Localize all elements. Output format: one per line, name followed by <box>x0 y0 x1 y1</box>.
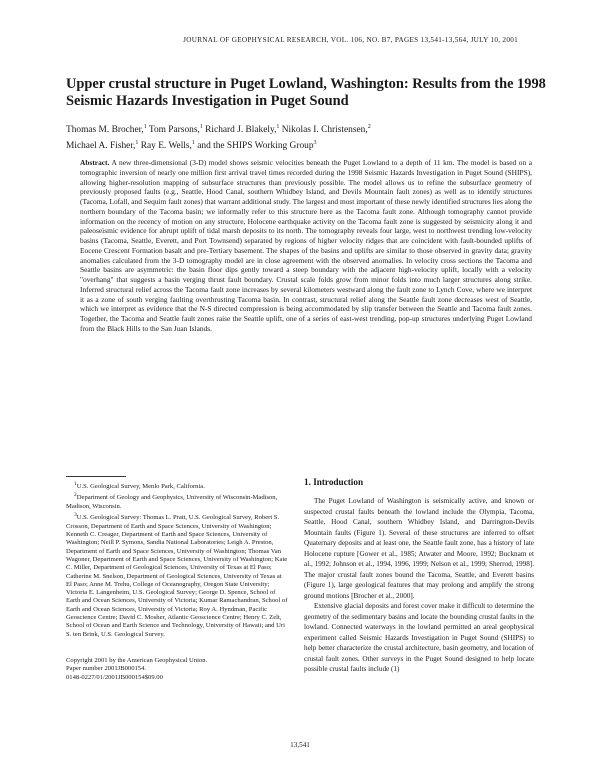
abstract <box>80 158 532 334</box>
introduction-column <box>304 476 534 675</box>
journal-header: JOURNAL OF GEOPHYSICAL RESEARCH, VOL. 106, NO. B7, PAGES 13,541-13,564, JULY 10, 2001 <box>183 36 518 44</box>
page-number: 13,541 <box>290 741 310 749</box>
author-list <box>66 121 546 153</box>
author: Thomas M. Brocher,$^1$ <box>66 124 147 136</box>
footnote-rule <box>66 476 126 477</box>
issn: 0148-0227/01/2001JB000154$09.00 <box>66 673 163 681</box>
affiliations <box>66 480 288 639</box>
affiliation: $^2$Department of Geology and Geophysics, University of Wisconsin-Madison, Madison, Wisconsin. <box>66 492 278 510</box>
copyright-block <box>66 657 288 682</box>
paragraph: Extensive glacial deposits and forest cover make it difficult to determine the geometry of the sedimentary basins and locate the bounding crustal faults in the lowland. Connected waterways in the lowland permitted an areal geophysical experiment called Seismic Hazards Investigation in Puget Sound (SHIPS) to help better characterize the crustal architecture, basin geometry, and location of crustal fault zones. Other surveys in the Puget Sound designed to help locate possible crustal faults include (1) <box>304 602 534 673</box>
affiliation: $^1$U.S. Geological Survey, Menlo Park, California. <box>74 481 205 491</box>
author: Michael A. Fisher,$^1$ <box>66 140 139 152</box>
paragraph: The Puget Lowland of Washington is seismically active, and known or suspected crustal faults beneath the lowland include the Olympia, Tacoma, Seattle, Hood Canal, southern Whidbey Island, and Darrington-Devils Mountain faults (Figure 1). Several of these structures are inferred to offset Quaternary deposits and at least one, the Seattle fault zone, has a history of late Holocene rupture [Gower et al., 1985; Atwater and Moore, 1992; Bucknam et al., 1992; Johnson et al., 1994, 1996, 1999; Nelson et al., 1999; Sherrod, 1998]. The major crustal fault zones bound the Tacoma, Seattle, and Everett basins (Figure 1), large geological features that may prolong and amplify the strong ground motions [Brocher et al., 2000]. <box>304 497 534 600</box>
abstract-text: A new three-dimensional (3-D) model shows seismic velocities beneath the Puget Lowland to a depth of 11 km. The model is based on a tomographic inversion of nearly one million first arrival travel times recorded during the 1998 Seismic Hazards Investigation in Puget Sound (SHIPS), allowing higher-resolution mapping of subsurface structures than previously possible. The model allows us to refine the subsurface geometry of previously proposed faults (e.g., Seattle, Hood Canal, southern Whidbey Island, and Devils Mountain fault zones) as well as to identify structures (Tacoma, Lofall, and Sequim fault zones) that warrant additional study. The largest and most important of these newly identified structures lies along the northern boundary of the Tacoma basin; we informally refer to this structure here as the Tacoma fault zone. Although tomography cannot provide information on the recency of motion on any structure, Holocene earthquake activity on the Tacoma fault zone is suggested by seismicity along it and paleoseismic evidence for abrupt uplift of tidal marsh deposits to its north. The tomography reveals four large, west to northwest trending low-velocity basins (Tacoma, Seattle, Everett, and Port Townsend) separated by regions of higher velocity ridges that are coincident with fault-bounded uplifts of Eocene Crescent Formation basalt and pre-Tertiary basement. The shapes of the basins and uplifts are similar to those observed in gravity data; gravity anomalies calculated from the 3-D tomography model are in close agreement with the observed anomalies. In velocity cross sections the Tacoma and Seattle basins are asymmetric: the basin floor dips gently toward a steep boundary with the adjacent high-velocity uplift, locally with a velocity "overhang" that suggests a basin verging thrust fault boundary. Crustal scale folds grow from minor folds into much larger structures along strike. Inferred structural relief across the Tacoma fault zone increases by several kilometers westward along the fault zone to Lynch Cove, where we interpret it as a zone of south verging faulting overthrusting Tacoma basin. In contrast, structural relief along the Seattle fault zone decreases west of Seattle, which we interpret as evidence that the N-S directed compression is being accommodated by slip transfer between the Seattle and Tacoma fault zones. Together, the Tacoma and Seattle fault zones raise the Seattle uplift, one of a series of east-west trending, pop-up structures underlying Puget Lowland from the Black Hills to the San Juan Islands. <box>80 158 532 333</box>
author: Richard J. Blakely,$^1$ <box>202 124 280 136</box>
author: Tom Parsons,$^1$ <box>146 124 203 136</box>
abstract-label: Abstract. <box>80 158 110 167</box>
author: and the SHIPS Working Group$^3$ <box>194 140 317 152</box>
section-heading: 1. Introduction <box>304 477 364 487</box>
paper-number: Paper number 2001JB000154. <box>66 665 147 673</box>
footnotes-column <box>66 476 288 682</box>
author: Nikolas I. Christensen,$^2$ <box>279 124 371 136</box>
copyright-notice: Copyright 2001 by the American Geophysical Union. <box>66 656 208 664</box>
author: Ray E. Wells,$^1$ <box>138 140 195 152</box>
affiliation: $^3$U.S. Geological Survey: Thomas L. Pratt, U.S. Geological Survey, Robert S. Crosson, Department of Earth and Space Sciences, University of Washington; Kenneth C. Creager, Department of Earth and Space Sciences, University of Washington; Neill P. Symons, Sandia National Laboratories; Leigh A. Preston, Department of Earth and Space Sciences, University of Washington; Thomas Van Wagoner, Department of Earth and Space Sciences, University of Washington; Kate C. Miller, Department of Geological Sciences, University of Texas at El Paso; Catherine M. Snelson, Department of Geological Sciences, University of Texas at El Paso; Anne M. Trehu, College of Oceanography, Oregon State University; Victoria E. Langenheim, U.S. Geological Survey; George D. Spence, School of Earth and Ocean Sciences, University of Victoria; Kumar Ramachandran, School of Earth and Ocean Sciences, University of Victoria; Roy A. Hyndman, Pacific Geoscience Centre; David C. Mosher, Atlantic Geoscience Centre; Henry C. Zelt, School of Ocean and Earth Science and Technology, University of Hawaii; and Uri S. ten Brink, U.S. Geological Survey. <box>66 512 288 638</box>
article-title: Upper crustal structure in Puget Lowland, Washington: Results from the 1998 Seismic Hazards Investigation in Puget Sound <box>66 76 546 109</box>
